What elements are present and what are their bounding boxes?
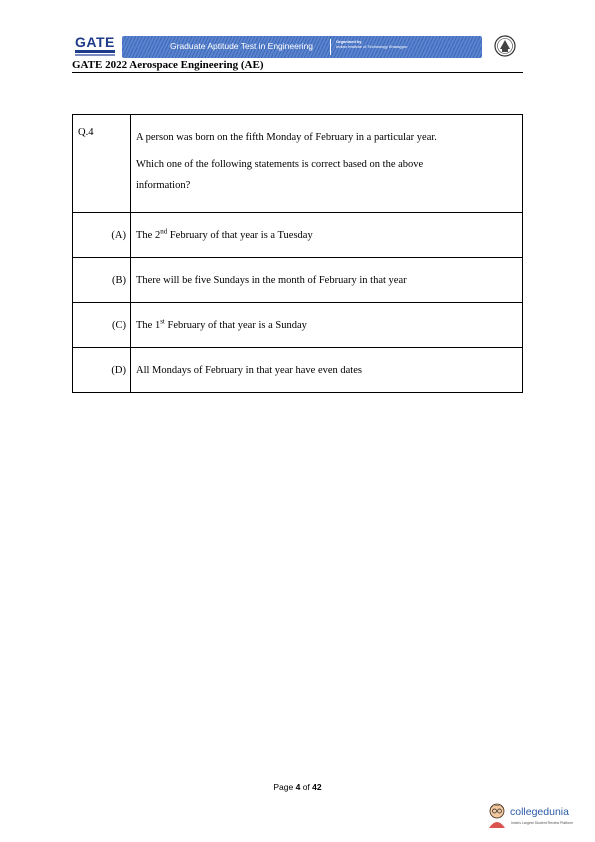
page-current: 4 [295, 782, 301, 792]
organized-label: Organised by [336, 39, 362, 44]
subject-title: GATE 2022 Aerospace Engineering (AE) [72, 59, 264, 71]
banner-organizer [336, 39, 408, 49]
collegedunia-tagline: India's Largest Student Review Platform [511, 821, 574, 825]
option-label: (C) [73, 303, 131, 348]
page-number: Page 4 of 42 [273, 782, 322, 792]
collegedunia-logo [486, 800, 591, 834]
option-text: There will be five Sundays in the month of February in that year [131, 258, 523, 303]
question-stem [131, 115, 523, 213]
option-row-b [73, 258, 523, 303]
organizer-name: Indian Institute of Technology Kharagpur [336, 44, 408, 49]
question-number: Q.4 [73, 115, 131, 213]
option-label: (A) [73, 213, 131, 258]
banner-title: Graduate Aptitude Test in Engineering [170, 41, 314, 51]
question-stem-row [73, 115, 523, 213]
option-row-d [73, 348, 523, 393]
iit-emblem-icon [494, 35, 516, 57]
option-row-c [73, 303, 523, 348]
header-rule [72, 72, 523, 73]
stem-line-1: A person was born on the fifth Monday of February in a particular year. [136, 132, 437, 143]
gate-logo-subline [75, 54, 115, 56]
option-label: (B) [73, 258, 131, 303]
page-total: 42 [312, 782, 322, 792]
stem-line-2: Which one of the following statements is correct based on the above [136, 159, 424, 170]
student-avatar-icon [486, 802, 508, 828]
collegedunia-brand: collegedunia [510, 806, 569, 818]
stem-line-3: information? [136, 180, 191, 191]
option-label: (D) [73, 348, 131, 393]
gate-logo-bar [75, 50, 115, 53]
option-text: The 2nd February of that year is a Tuesday [131, 213, 523, 258]
option-row-a [73, 213, 523, 258]
header-banner [122, 36, 482, 58]
gate-logo-text: GATE [75, 34, 115, 50]
option-text: All Mondays of February in that year have even dates [131, 348, 523, 393]
option-text: The 1st February of that year is a Sunday [131, 303, 523, 348]
banner-divider [330, 39, 331, 55]
page-header [72, 31, 523, 59]
question-table [72, 114, 523, 393]
gate-logo [72, 34, 120, 58]
